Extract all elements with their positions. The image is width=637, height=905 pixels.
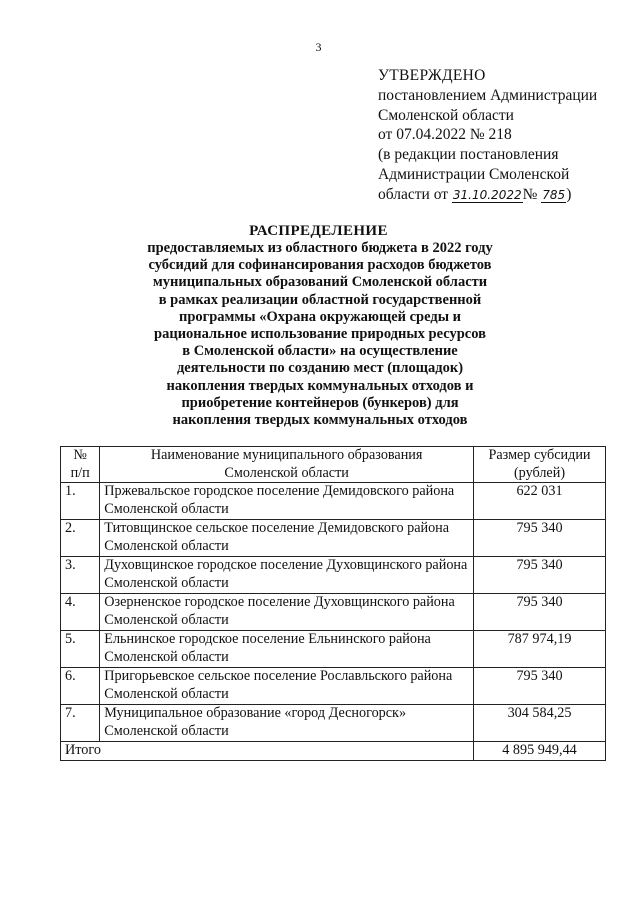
subtitle-line: муниципальных образований Смоленской области [152,274,488,291]
approval-last-prefix: области от [378,185,452,203]
row-subsidy: 795 340 [474,520,606,557]
row-municipality: Титовщинское сельское поселение Демидовского района Смоленской области [100,520,474,557]
approval-closing: ) [566,185,572,203]
row-municipality: Духовщинское городское поселение Духовщинского района Смоленской области [100,557,474,594]
row-number: 4. [61,594,100,631]
header-sum-line: Размер субсидии [488,447,591,463]
row-subsidy: 795 340 [474,668,606,705]
subtitle-line: деятельности по созданию мест (площадок) [176,360,464,377]
table-row [61,594,606,631]
total-label: Итого [61,742,474,761]
table-total-row [61,742,606,761]
row-municipality: Ельнинское городское поселение Ельнинского района Смоленской области [100,631,474,668]
approval-line: Администрации Смоленской [378,165,570,183]
subtitle-line: предоставляемых из областного бюджета в 2022 году [147,240,493,256]
document-title: РАСПРЕДЕЛЕНИЕ [249,223,388,239]
row-number: 3. [61,557,100,594]
table-row [61,668,606,705]
header-sum-line: (рублей) [513,464,566,481]
approval-line: от 07.04.2022 № 218 [378,126,512,144]
row-municipality: Пржевальское городское поселение Демидовского района Смоленской области [100,483,474,520]
header-number-line: № [73,447,87,463]
subtitle-line: накопления твердых коммунальных отходов и [166,377,474,394]
header-number-line: п/п [70,464,90,481]
row-municipality: Пригорьевское сельское поселение Рославльского района Смоленской области [100,668,474,705]
row-subsidy: 622 031 [474,483,606,520]
row-subsidy: 304 584,25 [474,705,606,742]
table-row [61,705,606,742]
row-subsidy: 795 340 [474,557,606,594]
subsidy-table [60,446,606,761]
total-sum: 4 895 949,44 [474,742,606,761]
row-subsidy: 787 974,19 [474,631,606,668]
page-number: 3 [315,40,322,54]
row-subsidy: 795 340 [474,594,606,631]
subtitle-line: субсидий для софинансирования расходов бюджетов [148,257,492,274]
table-header-row [61,447,606,483]
approval-line: Смоленской области [378,106,514,124]
row-number: 2. [61,520,100,557]
row-number: 6. [61,668,100,705]
subtitle-line: рациональное использование природных ресурсов [154,326,486,343]
row-number: 1. [61,483,100,520]
row-number: 7. [61,705,100,742]
number-sign: № [522,185,538,203]
approval-stamp [378,66,628,205]
handwritten-number: 785 [542,187,566,202]
table-row [61,483,606,520]
header-name-line: Смоленской области [224,464,349,481]
approval-heading: УТВЕРЖДЕНО [378,67,486,84]
approval-last-line [378,185,628,205]
table-row [61,557,606,594]
row-municipality: Озерненское городское поселение Духовщинского района Смоленской области [100,594,474,631]
header-sum [474,447,606,483]
row-number: 5. [61,631,100,668]
header-name-line: Наименование муниципального образования [150,447,423,463]
subtitle-line: программы «Охрана окружающей среды и [178,308,461,325]
document-subtitle [60,240,580,429]
subtitle-line: приобретение контейнеров (бункеров) для [181,394,459,411]
subtitle-line: накопления твердых коммунальных отходов [172,412,468,429]
approval-line: (в редакции постановления [378,146,559,164]
row-municipality: Муниципальное образование «город Десногорск» Смоленской области [100,705,474,742]
handwritten-date: 31.10.2022 [452,187,522,202]
header-number [61,447,100,483]
table-row [61,520,606,557]
approval-line: постановлением Администрации [378,86,598,104]
table-row [61,631,606,668]
subtitle-line: в рамках реализации областной государственной [158,291,482,308]
subtitle-line: в Смоленской области» на осуществление [182,343,458,360]
header-name [100,447,474,483]
